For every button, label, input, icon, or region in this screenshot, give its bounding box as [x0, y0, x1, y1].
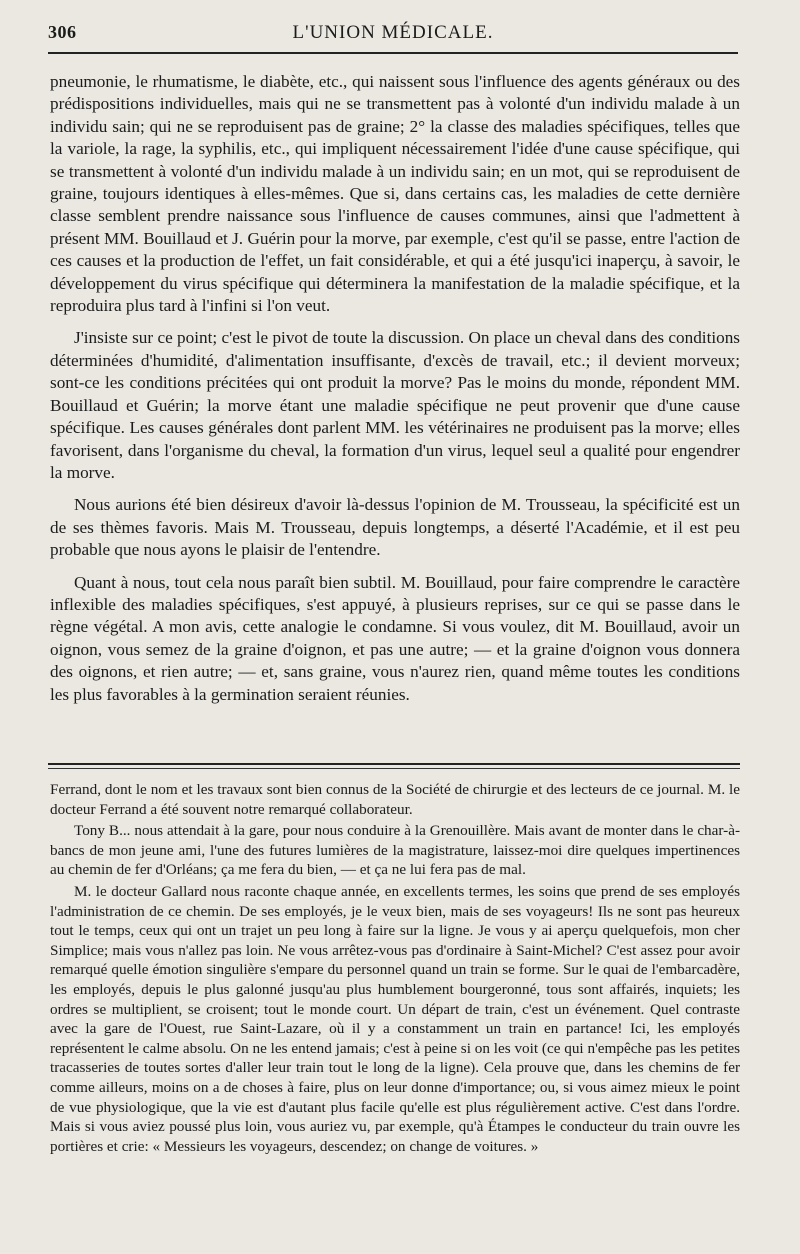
article-paragraph: Quant à nous, tout cela nous paraît bien subtil. M. Bouillaud, pour faire comprendre le caractère inflexible des maladies spécifiques, s'est appuyé, à plusieurs reprises, sur ce qui se passe dans le règne végétal. A mon avis, cette analogie le condamne. Si vous voulez, dit M. Bouillaud, avoir un oignon, vous semez de la graine d'oignon, et pas une autre; — et la graine d'oignon vous donnera des oignons, et rien autre; — et, sans graine, vous n'aurez rien, quand même toutes les conditions les plus favorables à la germination seraient réunies. [50, 572, 740, 704]
article-paragraph: Nous aurions été bien désireux d'avoir là-dessus l'opinion de M. Trousseau, la spécificité est un de ses thèmes favoris. Mais M. Trousseau, depuis longtemps, a déserté l'Académie, et il est peu probable que nous ayons le plaisir de l'entendre. [50, 495, 740, 560]
article-paragraph: J'insiste sur ce point; c'est le pivot de toute la discussion. On place un cheval dans des conditions déterminées d'humidité, d'alimentation insuffisante, d'excès de travail, etc.; il devient morveux; sont-ce les conditions précitées qui ont produit la morve? Pas le moins du monde, répondent MM. Bouillaud et Guérin; la morve étant une maladie spécifique ne peut provenir que d'une cause spécifique. Les causes générales dont parlent MM. les vétérinaires ne produisent pas la morve; elles favorisent, dans l'organisme du cheval, la formation d'un virus, lequel seul a qualité pour engendrer la morve. [50, 328, 740, 482]
feuilleton-separator [48, 763, 740, 765]
running-title: L'UNION MÉDICALE. [292, 22, 494, 43]
header-rule [48, 52, 738, 54]
feuilleton-separator-thin [48, 768, 740, 769]
page-number: 306 [48, 22, 77, 42]
article-body [50, 71, 740, 716]
article-paragraph: pneumonie, le rhumatisme, le diabète, etc., qui naissent sous l'influence des agents généraux ou des prédispositions individuelles, mais qui ne se transmettent pas à volonté d'un individu malade à un individu sain; qui ne se reproduisent pas de graine; 2° la classe des maladies spécifiques, telles que la variole, la rage, la syphilis, etc., qui impliquent nécessairement l'idée d'une cause spécifique, qui se transmettent à volonté d'un individu malade à un individu sain; en un mot, qui se reproduisent de graine, toujours identiques à elles-mêmes. Que si, dans certains cas, les maladies de cette dernière classe semblent prendre naissance sous l'influence de causes communes, ainsi que l'admettent à présent MM. Bouillaud et J. Guérin pour la morve, par exemple, c'est qu'il se passe, entre l'action de ces causes et la production de l'effet, un fait considérable, et qui a été jusqu'ici inaperçu, à savoir, le développement du virus spécifique qui déterminera la manifestation de la maladie spécifique, et la reproduira plus tard à l'infini si l'on veut. [50, 72, 740, 316]
feuilleton-paragraph: Ferrand, dont le nom et les travaux sont bien connus de la Société de chirurgie et des lecteurs de ce journal. M. le docteur Ferrand a été souvent notre remarqué collaborateur. [50, 781, 740, 818]
feuilleton-body [50, 780, 740, 1158]
feuilleton-paragraph: Tony B... nous attendait à la gare, pour nous conduire à la Grenouillère. Mais avant de monter dans le char-à-bancs de mon jeune ami, l'une des futures lumières de la magistrature, laissez-moi dire quelques impertinences au chemin de fer d'Orléans; ça me fera du bien, — et ça ne lui fera pas de mal. [50, 822, 740, 879]
page-header [48, 22, 738, 48]
feuilleton-paragraph: M. le docteur Gallard nous raconte chaque année, en excellents termes, les soins que prend de ses employés l'administration de ce chemin. De ses employés, je le veux bien, mais de ses voyageurs! Ils ne sont pas heureux tout le temps, ceux qui ont un trajet un peu long à faire sur la ligne. Je vous y ai aperçu quelquefois, mon cher Simplice; mais vous n'allez pas loin. Ne vous arrêtez-vous pas d'ordinaire à Saint-Michel? C'est assez pour avoir remarqué quelle émotion singulière s'empare du personnel quand un train se forme. Sur le quai de l'embarcadère, les employés, depuis le plus galonné jusqu'au plus humblement bourgeronné, tous sont affairés, inquiets; les ordres se multiplient, se croisent; tout le monde court. Un départ de train, c'est un événement. Quel contraste avec la gare de l'Ouest, rue Saint-Lazare, où il y a constamment un train en partance! Ici, les employés représentent le calme absolu. On ne les entend jamais; c'est à peine si on les voit (ce qui n'empêche pas les petites tracasseries de toutes sortes d'aller leur train tout le long de la ligne). Cela prouve que, dans les chemins de fer comme ailleurs, moins on a de choses à faire, plus on leur donne d'importance; ou, si vous aimez mieux le point de vue physiologique, que la vie est d'autant plus facile qu'elle est plus régulièrement active. C'est dans l'ordre. Mais si vous aviez poussé plus loin, vous auriez vu, par exemple, qu'à Étampes le conducteur du train ouvre les portières et crie: « Messieurs les voyageurs, descendez; on change de voitures. » [50, 882, 740, 1155]
